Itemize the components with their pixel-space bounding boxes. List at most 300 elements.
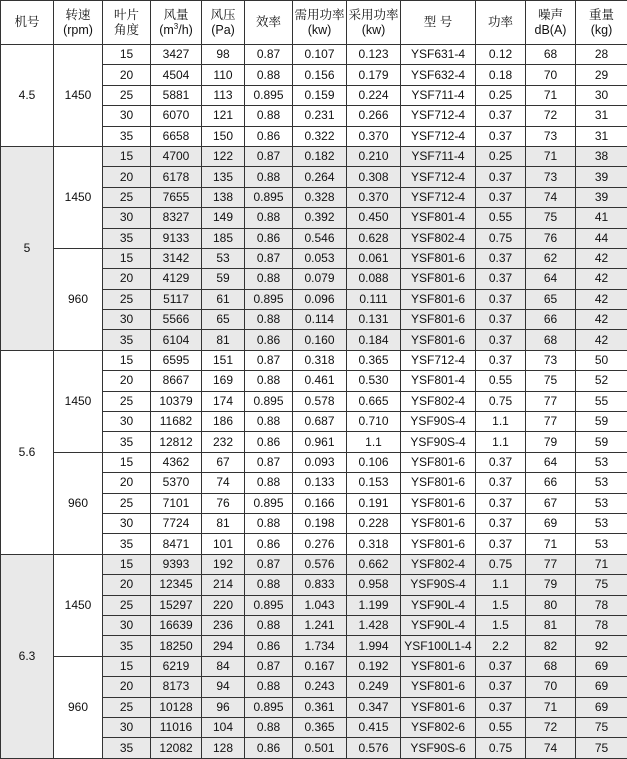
used-power-cell: 0.061 — [347, 248, 401, 268]
pressure-cell: 220 — [202, 595, 245, 615]
model-cell: YSF90S-4 — [401, 432, 476, 452]
efficiency-cell: 0.895 — [245, 391, 293, 411]
blade-angle-cell: 15 — [103, 452, 151, 472]
pressure-cell: 53 — [202, 248, 245, 268]
model-cell: YSF712-4 — [401, 187, 476, 207]
noise-cell: 65 — [526, 289, 576, 309]
model-cell: YSF801-6 — [401, 269, 476, 289]
required-power-cell: 0.687 — [293, 412, 347, 432]
required-power-cell: 0.093 — [293, 452, 347, 472]
used-power-cell: 1.1 — [347, 432, 401, 452]
header-blade-angle: 叶片 角度 — [103, 1, 151, 45]
efficiency-cell: 0.87 — [245, 452, 293, 472]
required-power-cell: 0.096 — [293, 289, 347, 309]
weight-cell: 39 — [576, 167, 627, 187]
blade-angle-cell: 25 — [103, 187, 151, 207]
flow-cell: 3427 — [151, 45, 202, 65]
efficiency-cell: 0.895 — [245, 187, 293, 207]
header-used-power: 采用功率 (kw) — [347, 1, 401, 45]
motor-power-cell: 0.37 — [476, 106, 526, 126]
motor-power-cell: 0.37 — [476, 350, 526, 370]
efficiency-cell: 0.86 — [245, 330, 293, 350]
blade-angle-cell: 15 — [103, 146, 151, 166]
used-power-cell: 0.106 — [347, 452, 401, 472]
required-power-cell: 1.241 — [293, 615, 347, 635]
weight-cell: 31 — [576, 126, 627, 146]
speed-cell: 960 — [54, 452, 103, 554]
noise-cell: 67 — [526, 493, 576, 513]
blade-angle-cell: 35 — [103, 432, 151, 452]
efficiency-cell: 0.88 — [245, 412, 293, 432]
flow-cell: 6104 — [151, 330, 202, 350]
efficiency-cell: 0.88 — [245, 677, 293, 697]
motor-power-cell: 0.55 — [476, 717, 526, 737]
noise-cell: 66 — [526, 310, 576, 330]
used-power-cell: 0.576 — [347, 738, 401, 759]
motor-power-cell: 0.37 — [476, 452, 526, 472]
required-power-cell: 0.392 — [293, 208, 347, 228]
blade-angle-cell: 30 — [103, 513, 151, 533]
table-row — [1, 248, 627, 268]
noise-cell: 79 — [526, 575, 576, 595]
required-power-cell: 0.053 — [293, 248, 347, 268]
flow-cell: 11682 — [151, 412, 202, 432]
flow-cell: 7724 — [151, 513, 202, 533]
noise-cell: 64 — [526, 269, 576, 289]
pressure-cell: 122 — [202, 146, 245, 166]
flow-cell: 8471 — [151, 534, 202, 554]
pressure-cell: 67 — [202, 452, 245, 472]
header-pressure: 风压 (Pa) — [202, 1, 245, 45]
flow-cell: 5881 — [151, 85, 202, 105]
efficiency-cell: 0.88 — [245, 371, 293, 391]
efficiency-cell: 0.88 — [245, 106, 293, 126]
efficiency-cell: 0.87 — [245, 350, 293, 370]
blade-angle-cell: 30 — [103, 717, 151, 737]
motor-power-cell: 0.18 — [476, 65, 526, 85]
pressure-cell: 192 — [202, 554, 245, 574]
used-power-cell: 0.111 — [347, 289, 401, 309]
blade-angle-cell: 35 — [103, 636, 151, 656]
noise-cell: 71 — [526, 534, 576, 554]
flow-cell: 12812 — [151, 432, 202, 452]
model-cell: YSF802-4 — [401, 554, 476, 574]
table-row — [1, 554, 627, 574]
efficiency-cell: 0.88 — [245, 65, 293, 85]
noise-cell: 82 — [526, 636, 576, 656]
weight-cell: 41 — [576, 208, 627, 228]
blade-angle-cell: 30 — [103, 208, 151, 228]
speed-cell: 960 — [54, 656, 103, 758]
flow-cell: 7655 — [151, 187, 202, 207]
flow-cell: 12082 — [151, 738, 202, 759]
efficiency-cell: 0.87 — [245, 554, 293, 574]
noise-cell: 72 — [526, 106, 576, 126]
noise-cell: 80 — [526, 595, 576, 615]
flow-cell: 11016 — [151, 717, 202, 737]
weight-cell: 53 — [576, 493, 627, 513]
used-power-cell: 0.210 — [347, 146, 401, 166]
motor-power-cell: 0.37 — [476, 697, 526, 717]
noise-cell: 66 — [526, 473, 576, 493]
motor-power-cell: 0.25 — [476, 85, 526, 105]
weight-cell: 75 — [576, 738, 627, 759]
motor-power-cell: 2.2 — [476, 636, 526, 656]
motor-power-cell: 0.55 — [476, 371, 526, 391]
required-power-cell: 0.328 — [293, 187, 347, 207]
required-power-cell: 0.361 — [293, 697, 347, 717]
model-cell: YSF801-6 — [401, 493, 476, 513]
flow-cell: 5117 — [151, 289, 202, 309]
required-power-cell: 0.159 — [293, 85, 347, 105]
used-power-cell: 0.370 — [347, 126, 401, 146]
efficiency-cell: 0.88 — [245, 513, 293, 533]
motor-power-cell: 0.37 — [476, 187, 526, 207]
model-cell: YSF801-6 — [401, 330, 476, 350]
table-row — [1, 452, 627, 472]
flow-cell: 4129 — [151, 269, 202, 289]
noise-cell: 77 — [526, 412, 576, 432]
required-power-cell: 0.107 — [293, 45, 347, 65]
used-power-cell: 0.665 — [347, 391, 401, 411]
blade-angle-cell: 35 — [103, 228, 151, 248]
model-cell: YSF801-6 — [401, 656, 476, 676]
efficiency-cell: 0.88 — [245, 717, 293, 737]
flow-cell: 10128 — [151, 697, 202, 717]
pressure-cell: 174 — [202, 391, 245, 411]
weight-cell: 42 — [576, 289, 627, 309]
weight-cell: 29 — [576, 65, 627, 85]
pressure-cell: 104 — [202, 717, 245, 737]
efficiency-cell: 0.88 — [245, 167, 293, 187]
used-power-cell: 0.266 — [347, 106, 401, 126]
noise-cell: 81 — [526, 615, 576, 635]
blade-angle-cell: 30 — [103, 310, 151, 330]
motor-power-cell: 0.37 — [476, 269, 526, 289]
noise-cell: 71 — [526, 697, 576, 717]
motor-power-cell: 0.75 — [476, 228, 526, 248]
efficiency-cell: 0.86 — [245, 636, 293, 656]
weight-cell: 38 — [576, 146, 627, 166]
noise-cell: 77 — [526, 391, 576, 411]
weight-cell: 30 — [576, 85, 627, 105]
motor-power-cell: 1.1 — [476, 432, 526, 452]
used-power-cell: 0.347 — [347, 697, 401, 717]
used-power-cell: 0.131 — [347, 310, 401, 330]
efficiency-cell: 0.895 — [245, 595, 293, 615]
weight-cell: 69 — [576, 697, 627, 717]
used-power-cell: 0.153 — [347, 473, 401, 493]
blade-angle-cell: 25 — [103, 85, 151, 105]
pressure-cell: 74 — [202, 473, 245, 493]
header-speed: 转速 (rpm) — [54, 1, 103, 45]
flow-cell: 16639 — [151, 615, 202, 635]
used-power-cell: 0.249 — [347, 677, 401, 697]
efficiency-cell: 0.895 — [245, 85, 293, 105]
used-power-cell: 0.628 — [347, 228, 401, 248]
efficiency-cell: 0.86 — [245, 738, 293, 759]
motor-power-cell: 1.1 — [476, 412, 526, 432]
weight-cell: 52 — [576, 371, 627, 391]
weight-cell: 53 — [576, 534, 627, 554]
pressure-cell: 150 — [202, 126, 245, 146]
used-power-cell: 1.428 — [347, 615, 401, 635]
noise-cell: 68 — [526, 330, 576, 350]
pressure-cell: 98 — [202, 45, 245, 65]
used-power-cell: 0.450 — [347, 208, 401, 228]
pressure-cell: 96 — [202, 697, 245, 717]
efficiency-cell: 0.87 — [245, 45, 293, 65]
required-power-cell: 0.578 — [293, 391, 347, 411]
pressure-cell: 81 — [202, 513, 245, 533]
required-power-cell: 0.264 — [293, 167, 347, 187]
table-row — [1, 146, 627, 166]
flow-cell: 6658 — [151, 126, 202, 146]
used-power-cell: 0.662 — [347, 554, 401, 574]
flow-cell: 4700 — [151, 146, 202, 166]
flow-cell: 8173 — [151, 677, 202, 697]
noise-cell: 71 — [526, 146, 576, 166]
machine-number-cell: 5.6 — [1, 350, 54, 554]
efficiency-cell: 0.86 — [245, 126, 293, 146]
efficiency-cell: 0.87 — [245, 248, 293, 268]
blade-angle-cell: 20 — [103, 677, 151, 697]
used-power-cell: 0.191 — [347, 493, 401, 513]
speed-cell: 1450 — [54, 146, 103, 248]
used-power-cell: 0.179 — [347, 65, 401, 85]
required-power-cell: 0.961 — [293, 432, 347, 452]
required-power-cell: 0.276 — [293, 534, 347, 554]
required-power-cell: 0.114 — [293, 310, 347, 330]
required-power-cell: 0.501 — [293, 738, 347, 759]
noise-cell: 77 — [526, 554, 576, 574]
model-cell: YSF100L1-4 — [401, 636, 476, 656]
blade-angle-cell: 20 — [103, 65, 151, 85]
weight-cell: 28 — [576, 45, 627, 65]
blade-angle-cell: 25 — [103, 595, 151, 615]
pressure-cell: 76 — [202, 493, 245, 513]
blade-angle-cell: 20 — [103, 371, 151, 391]
noise-cell: 73 — [526, 350, 576, 370]
blade-angle-cell: 35 — [103, 534, 151, 554]
motor-power-cell: 0.37 — [476, 310, 526, 330]
blade-angle-cell: 15 — [103, 45, 151, 65]
blade-angle-cell: 30 — [103, 615, 151, 635]
noise-cell: 75 — [526, 371, 576, 391]
motor-power-cell: 0.37 — [476, 656, 526, 676]
model-cell: YSF802-4 — [401, 391, 476, 411]
used-power-cell: 0.228 — [347, 513, 401, 533]
flow-cell: 9133 — [151, 228, 202, 248]
model-cell: YSF801-4 — [401, 208, 476, 228]
model-cell: YSF801-6 — [401, 534, 476, 554]
noise-cell: 72 — [526, 717, 576, 737]
motor-power-cell: 0.37 — [476, 513, 526, 533]
required-power-cell: 0.198 — [293, 513, 347, 533]
used-power-cell: 0.370 — [347, 187, 401, 207]
model-cell: YSF801-6 — [401, 310, 476, 330]
pressure-cell: 61 — [202, 289, 245, 309]
model-cell: YSF631-4 — [401, 45, 476, 65]
pressure-cell: 94 — [202, 677, 245, 697]
weight-cell: 42 — [576, 330, 627, 350]
required-power-cell: 0.546 — [293, 228, 347, 248]
motor-power-cell: 0.37 — [476, 493, 526, 513]
weight-cell: 53 — [576, 513, 627, 533]
pressure-cell: 113 — [202, 85, 245, 105]
blade-angle-cell: 20 — [103, 269, 151, 289]
machine-number-cell: 4.5 — [1, 45, 54, 147]
efficiency-cell: 0.86 — [245, 228, 293, 248]
flow-cell: 4362 — [151, 452, 202, 472]
noise-cell: 75 — [526, 208, 576, 228]
machine-number-cell: 6.3 — [1, 554, 54, 758]
required-power-cell: 1.734 — [293, 636, 347, 656]
pressure-cell: 169 — [202, 371, 245, 391]
pressure-cell: 81 — [202, 330, 245, 350]
weight-cell: 69 — [576, 656, 627, 676]
blade-angle-cell: 30 — [103, 106, 151, 126]
model-cell: YSF90S-4 — [401, 575, 476, 595]
efficiency-cell: 0.87 — [245, 656, 293, 676]
weight-cell: 75 — [576, 717, 627, 737]
model-cell: YSF801-6 — [401, 473, 476, 493]
weight-cell: 71 — [576, 554, 627, 574]
used-power-cell: 0.088 — [347, 269, 401, 289]
header-flow: 风量 $(m^3/h)$ — [151, 1, 202, 45]
required-power-cell: 0.160 — [293, 330, 347, 350]
model-cell: YSF712-4 — [401, 106, 476, 126]
noise-cell: 73 — [526, 167, 576, 187]
blade-angle-cell: 25 — [103, 289, 151, 309]
header-row — [1, 1, 627, 45]
header-model: 型 号 — [401, 1, 476, 45]
pressure-cell: 214 — [202, 575, 245, 595]
table-row — [1, 350, 627, 370]
efficiency-cell: 0.88 — [245, 473, 293, 493]
pressure-cell: 135 — [202, 167, 245, 187]
speed-cell: 1450 — [54, 554, 103, 656]
model-cell: YSF90S-4 — [401, 412, 476, 432]
noise-cell: 79 — [526, 432, 576, 452]
blade-angle-cell: 20 — [103, 167, 151, 187]
weight-cell: 78 — [576, 615, 627, 635]
flow-cell: 8327 — [151, 208, 202, 228]
flow-cell: 6219 — [151, 656, 202, 676]
model-cell: YSF801-6 — [401, 248, 476, 268]
required-power-cell: 0.576 — [293, 554, 347, 574]
efficiency-cell: 0.895 — [245, 289, 293, 309]
flow-cell: 9393 — [151, 554, 202, 574]
required-power-cell: 0.833 — [293, 575, 347, 595]
used-power-cell: 0.184 — [347, 330, 401, 350]
blade-angle-cell: 25 — [103, 697, 151, 717]
pressure-cell: 59 — [202, 269, 245, 289]
flow-cell: 6070 — [151, 106, 202, 126]
weight-cell: 39 — [576, 187, 627, 207]
motor-power-cell: 0.37 — [476, 289, 526, 309]
used-power-cell: 0.710 — [347, 412, 401, 432]
weight-cell: 55 — [576, 391, 627, 411]
weight-cell: 53 — [576, 473, 627, 493]
required-power-cell: 0.156 — [293, 65, 347, 85]
flow-cell: 8667 — [151, 371, 202, 391]
required-power-cell: 0.133 — [293, 473, 347, 493]
machine-number-cell: 5 — [1, 146, 54, 350]
header-efficiency: 效率 — [245, 1, 293, 45]
table-body — [1, 45, 627, 759]
blade-angle-cell: 20 — [103, 473, 151, 493]
weight-cell: 92 — [576, 636, 627, 656]
noise-cell: 76 — [526, 228, 576, 248]
blade-angle-cell: 25 — [103, 391, 151, 411]
model-cell: YSF90L-4 — [401, 595, 476, 615]
speed-cell: 1450 — [54, 45, 103, 147]
used-power-cell: 0.530 — [347, 371, 401, 391]
flow-cell: 10379 — [151, 391, 202, 411]
weight-cell: 42 — [576, 248, 627, 268]
required-power-cell: 0.079 — [293, 269, 347, 289]
noise-cell: 73 — [526, 126, 576, 146]
flow-cell: 18250 — [151, 636, 202, 656]
motor-power-cell: 0.55 — [476, 208, 526, 228]
noise-cell: 64 — [526, 452, 576, 472]
pressure-cell: 101 — [202, 534, 245, 554]
pressure-cell: 294 — [202, 636, 245, 656]
motor-power-cell: 0.37 — [476, 330, 526, 350]
required-power-cell: 0.318 — [293, 350, 347, 370]
header-machine: 机号 — [1, 1, 54, 45]
blade-angle-cell: 25 — [103, 493, 151, 513]
used-power-cell: 0.224 — [347, 85, 401, 105]
required-power-cell: 0.231 — [293, 106, 347, 126]
blade-angle-cell: 15 — [103, 554, 151, 574]
weight-cell: 31 — [576, 106, 627, 126]
blade-angle-cell: 35 — [103, 330, 151, 350]
motor-power-cell: 0.37 — [476, 167, 526, 187]
pressure-cell: 121 — [202, 106, 245, 126]
table-row — [1, 656, 627, 676]
flow-cell: 5566 — [151, 310, 202, 330]
used-power-cell: 1.199 — [347, 595, 401, 615]
pressure-cell: 236 — [202, 615, 245, 635]
noise-cell: 71 — [526, 85, 576, 105]
pressure-cell: 232 — [202, 432, 245, 452]
motor-power-cell: 0.37 — [476, 677, 526, 697]
efficiency-cell: 0.88 — [245, 575, 293, 595]
used-power-cell: 0.415 — [347, 717, 401, 737]
model-cell: YSF711-4 — [401, 85, 476, 105]
weight-cell: 59 — [576, 412, 627, 432]
motor-power-cell: 1.1 — [476, 575, 526, 595]
pressure-cell: 84 — [202, 656, 245, 676]
weight-cell: 42 — [576, 269, 627, 289]
model-cell: YSF801-6 — [401, 289, 476, 309]
model-cell: YSF801-6 — [401, 452, 476, 472]
motor-power-cell: 0.25 — [476, 146, 526, 166]
model-cell: YSF712-4 — [401, 126, 476, 146]
header-motor-power: 功率 — [476, 1, 526, 45]
header-noise: 噪声 dB(A) — [526, 1, 576, 45]
pressure-cell: 149 — [202, 208, 245, 228]
weight-cell: 59 — [576, 432, 627, 452]
required-power-cell: 0.167 — [293, 656, 347, 676]
speed-cell: 1450 — [54, 350, 103, 452]
weight-cell: 53 — [576, 452, 627, 472]
efficiency-cell: 0.88 — [245, 310, 293, 330]
model-cell: YSF801-6 — [401, 513, 476, 533]
efficiency-cell: 0.88 — [245, 208, 293, 228]
